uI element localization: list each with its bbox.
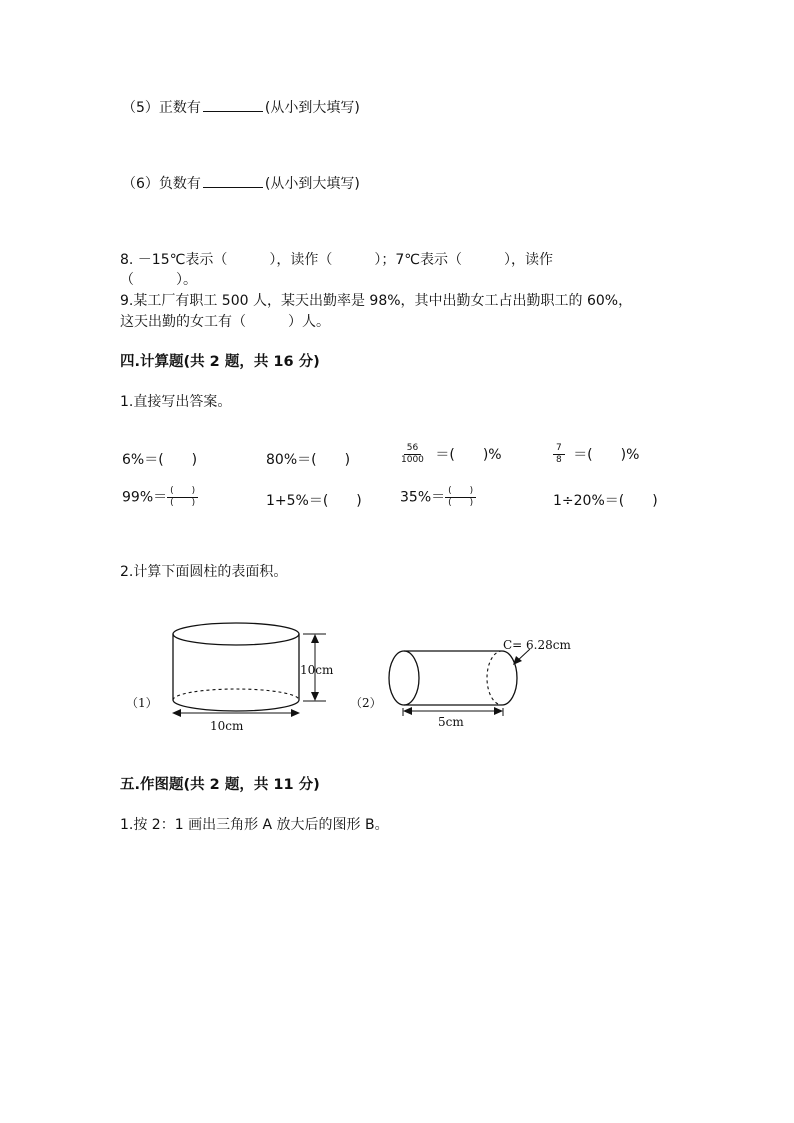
q6-answer-blank[interactable]: [203, 175, 263, 188]
question-8-line-1: 8. －15℃表示（ ），读作（ ）；7℃表示（ ），读作: [120, 252, 553, 268]
cylinder-figure-1: [160, 612, 360, 737]
question-5: [122, 97, 360, 117]
calc-1-div-20-percent: 1÷20%＝( ): [553, 493, 658, 509]
section-5-title: 五.作图题(共 2 题，共 11 分): [120, 777, 320, 793]
figure-1-diameter-label: 10cm: [210, 719, 244, 733]
calc-80-percent: 80%＝( ): [266, 452, 351, 468]
figure-2-length-label: 5cm: [438, 715, 464, 729]
question-9-line-2: 这天出勤的女工有（ ）人。: [120, 314, 330, 330]
calc-99-percent: 99%＝ $\frac{( )}{( )}$: [122, 486, 198, 509]
section-4-question-2: 2.计算下面圆柱的表面积。: [120, 564, 288, 580]
calc-1-plus-5-percent: 1+5%＝( ): [266, 493, 362, 509]
section-4-title: 四.计算题(共 2 题，共 16 分): [120, 354, 320, 370]
fraction-blank-35: $\frac{( )}{( )}$: [445, 486, 476, 509]
section-4-question-1: 1.直接写出答案。: [120, 394, 232, 410]
q5-text-before: （5）正数有: [122, 100, 201, 116]
calc-56-over-1000: $\frac{56}{1000}$ ＝( )%: [398, 443, 502, 466]
calc-35-percent: 35%＝ $\frac{( )}{( )}$: [400, 486, 476, 509]
question-9-line-1: 9.某工厂有职工 500 人，某天出勤率是 98%，其中出勤女工占出勤职工的 60%，: [120, 293, 633, 309]
figure-1-label: （1）: [126, 696, 158, 710]
cylinder-figure-2: [383, 630, 583, 730]
fraction-blank-99: $\frac{( )}{( )}$: [167, 486, 198, 509]
question-6: [122, 173, 360, 193]
fraction-7-8: $\frac{7}{8}$: [553, 443, 565, 466]
q5-text-after: (从小到大填写): [264, 100, 360, 116]
question-8-line-2: （ ）。: [120, 272, 197, 288]
section-5-question-1: 1.按 2：1 画出三角形 A 放大后的图形 B。: [120, 817, 389, 833]
q6-text-before: （6）负数有: [122, 176, 201, 192]
figure-1-height-label: 10cm: [300, 663, 334, 677]
calc-6-percent: 6%＝( ): [122, 452, 198, 468]
q5-answer-blank[interactable]: [203, 99, 263, 112]
q6-text-after: (从小到大填写): [264, 176, 360, 192]
fraction-56-1000: $\frac{56}{1000}$: [401, 443, 424, 465]
calc-7-over-8: $\frac{7}{8}$ ＝( )%: [553, 443, 639, 466]
figure-2-circumference-label: C= 6.28cm: [503, 638, 571, 652]
figure-2-label: （2）: [350, 696, 382, 710]
